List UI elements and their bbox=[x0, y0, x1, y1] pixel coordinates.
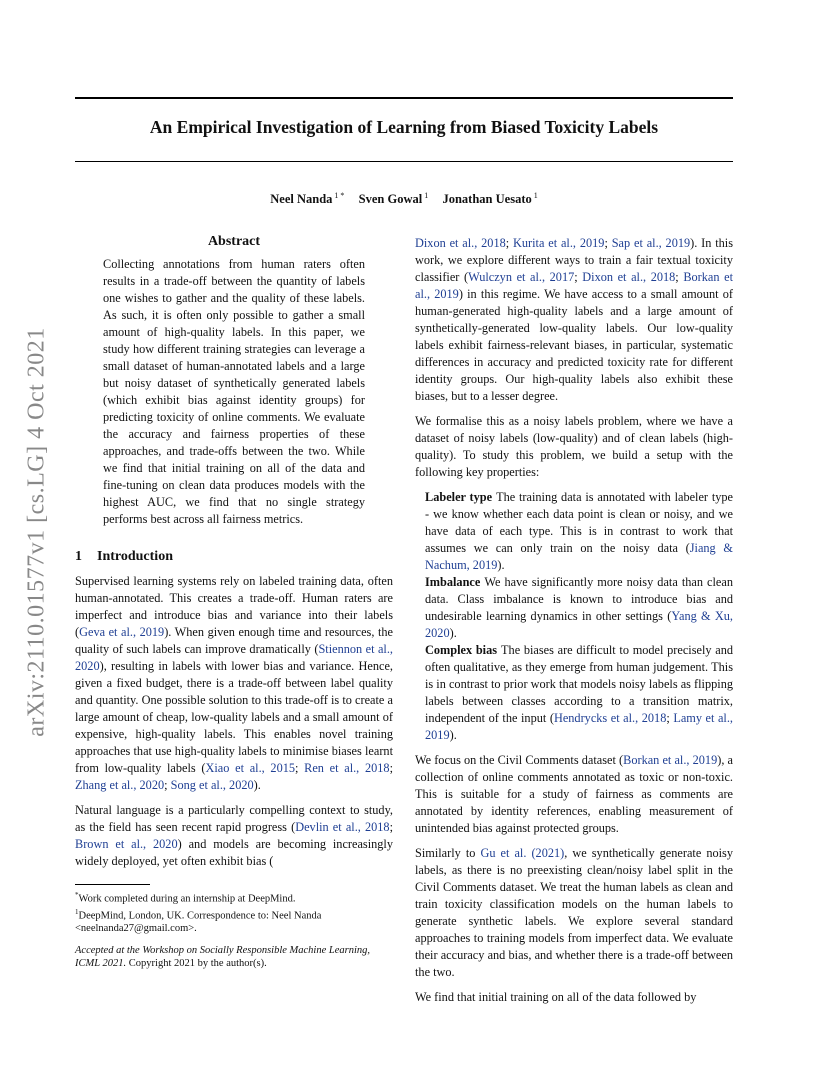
copyright-text: Copyright 2021 by the author(s). bbox=[126, 958, 267, 969]
intro-paragraph-1: Supervised learning systems rely on labeled training data, often human-annotated. This creates a trade-off. Human raters are imperfect and introduce bias and variance into their labels (Geva et al., 2019). When given enough time and resources, the quality of such labels can improve dramatically (Stiennon et al., 2020), resulting in labels with lower bias and variance. Hence, given a fixed budget, there is a trade-off between label quality and quantity. One possible solution to this trade-off is to create a large amount of cheap, low-quality labels and a small amount of expensive, high-quality labels. This enables novel training approaches that use high-quality labels to minimise biases learnt from low-quality labels (Xiao et al., 2015; Ren et al., 2018; Zhang et al., 2020; Song et al., 2020). bbox=[75, 574, 393, 792]
citation-link[interactable]: Wulczyn et al., 2017 bbox=[468, 270, 575, 284]
property-term: Labeler type bbox=[425, 490, 493, 504]
footnote-rule bbox=[75, 884, 150, 885]
section-heading-introduction bbox=[75, 548, 393, 565]
section-title: Introduction bbox=[97, 549, 173, 564]
left-column bbox=[75, 233, 393, 878]
intro-paragraph-2-cont: Dixon et al., 2018; Kurita et al., 2019; Sap et al., 2019). In this work, we explore different ways to train a fair textual toxicity classifier (Wulczyn et al., 2017; Dixon et al., 2018; Borkan et al., 2019) in this regime. We have access to a small amount of human-generated high-quality labels and a large amount of synthetically-generated low-quality labels. Our low-quality labels exhibit fairness-relevant biases, in particular, systematic differences in accuracy and predicted toxicity rate for different identity groups. Our high-quality labels also exhibit these biases, but to a lesser degree. bbox=[415, 236, 734, 403]
footnote-2: $^1$DeepMind, London, UK. Correspondence to: Neel Nanda <neelnanda27@gmail.com>. bbox=[75, 907, 322, 934]
author-affil: 1 * bbox=[334, 191, 345, 200]
citation-link[interactable]: Sap et al., 2019 bbox=[611, 236, 691, 250]
abstract-heading: Abstract bbox=[207, 234, 261, 249]
citation-link[interactable]: Hendrycks et al., 2018 bbox=[553, 711, 667, 725]
citation-link[interactable]: Yang & Xu, 2020 bbox=[425, 609, 733, 640]
footnote-1: *Work completed during an internship at DeepMind. bbox=[75, 891, 296, 905]
citation-link[interactable]: Jiang & Nachum, 2019 bbox=[425, 541, 733, 572]
citation-link[interactable]: Devlin et al., 2018 bbox=[295, 820, 390, 834]
property-term: Imbalance bbox=[425, 575, 481, 589]
author-list bbox=[75, 191, 733, 207]
property-imbalance: Imbalance We have significantly more noisy data than clean data. Class imbalance is known to introduce bias and undesirable learning dynamics in other settings (Yang & Xu, 2020). bbox=[425, 575, 733, 640]
section-number: 1 bbox=[75, 549, 82, 564]
citation-link[interactable]: Borkan et al., 2019 bbox=[623, 753, 718, 767]
property-term: Complex bias bbox=[425, 643, 498, 657]
citation-link[interactable]: Song et al., 2020 bbox=[170, 778, 254, 792]
citation-link[interactable]: Xiao et al., 2015 bbox=[205, 761, 296, 775]
title-rule-bottom bbox=[75, 161, 733, 162]
venue-text: Accepted at the Workshop on Socially Responsible Machine Learning, ICML 2021. bbox=[75, 945, 371, 969]
paper-title: An Empirical Investigation of Learning from Biased Toxicity Labels bbox=[149, 117, 659, 137]
venue-note bbox=[75, 944, 393, 970]
author-name: Jonathan Uesato bbox=[442, 192, 532, 207]
citation-link[interactable]: Zhang et al., 2020 bbox=[75, 778, 165, 792]
footnotes bbox=[75, 884, 393, 935]
arxiv-stamp bbox=[22, 297, 52, 767]
intro-paragraph-4: We focus on the Civil Comments dataset (Borkan et al., 2019), a collection of online comments annotated as toxic or non-toxic. This is suitable for a study of fairness as comments are annotated by identity references, enabling measurement of unintended bias against protected groups. bbox=[415, 753, 733, 835]
property-labeler-type: Labeler type The training data is annotated with labeler type - we know whether each data point is clean or noisy, and we have data of each type. This is in contrast to work that assumes we can only train on the noisy data (Jiang & Nachum, 2019). bbox=[425, 490, 733, 572]
right-column bbox=[415, 235, 733, 1014]
citation-link[interactable]: Kurita et al., 2019 bbox=[513, 236, 605, 250]
author-affil: 1 bbox=[424, 191, 429, 200]
citation-link[interactable]: Geva et al., 2019 bbox=[79, 625, 165, 639]
intro-paragraph-2: Natural language is a particularly compelling context to study, as the field has seen recent rapid progress (Devlin et al., 2018; Brown et al., 2020) and models are becoming increasingly widely deployed, yet often exhibit bias ( bbox=[75, 803, 393, 868]
arxiv-id: arXiv:2110.01577v1 [cs.LG] 4 Oct 2021 bbox=[23, 327, 50, 737]
citation-link[interactable]: Stiennon et al., 2020 bbox=[75, 642, 393, 673]
property-complex-bias: Complex bias The biases are difficult to model precisely and often qualitative, as they emerge from human judgement. This is in contrast to prior work that models noisy labels as flipping labels between classes according to a transition matrix, independent of the input (Hendrycks et al., 2018; Lamy et al., 2019). bbox=[425, 643, 733, 742]
citation-link[interactable]: Ren et al., 2018 bbox=[304, 761, 390, 775]
author-name: Neel Nanda bbox=[270, 192, 333, 207]
citation-link[interactable]: Dixon et al., 2018 bbox=[582, 270, 676, 284]
citation-link[interactable]: Brown et al., 2020 bbox=[75, 837, 178, 851]
author-name: Sven Gowal bbox=[358, 192, 423, 207]
title-rule-top bbox=[75, 97, 733, 99]
intro-paragraph-5: Similarly to Gu et al. (2021), we synthetically generate noisy labels, as there is no preexisting clean/noisy label split in the Civil Comments dataset. We treat the human labels as clean and train toxicity classification models on the human labels to generate synthetic labels. We explore several standard approaches to training models from imperfect data. We evaluate their accuracy and bias, and whether there is a trade-off between the two. bbox=[415, 846, 733, 979]
intro-paragraph-6: We find that initial training on all of the data followed by bbox=[415, 990, 697, 1004]
author-affil: 1 bbox=[533, 191, 538, 200]
citation-link[interactable]: Borkan et al., 2019 bbox=[415, 270, 733, 301]
abstract-text: Collecting annotations from human raters often results in a trade-off between the quantity of labels one wishes to gather and the quality of these labels. As such, it is often only possible to gather a small amount of high-quality labels. In this paper, we study how different training strategies can leverage a small dataset of human-annotated labels and a large but noisy dataset of synthetically generated labels (which exhibit bias against identity groups) for predicting toxicity of online comments. We evaluate the accuracy and fairness properties of these approaches, and trade-offs between the two. While we find that initial training on all of the data and fine-tuning on clean data produces models with the highest AUC, we find that no single strategy performs best across all fairness metrics. bbox=[103, 257, 365, 526]
citation-link[interactable]: Dixon et al., 2018 bbox=[415, 236, 506, 250]
citation-link[interactable]: Gu et al. (2021) bbox=[480, 846, 565, 860]
citation-link[interactable]: Lamy et al., 2019 bbox=[425, 711, 733, 742]
intro-paragraph-3: We formalise this as a noisy labels problem, where we have a dataset of noisy labels (low-quality) and of clean labels (high-quality). To study this problem, we build a setup with the following key properties: bbox=[415, 414, 733, 479]
